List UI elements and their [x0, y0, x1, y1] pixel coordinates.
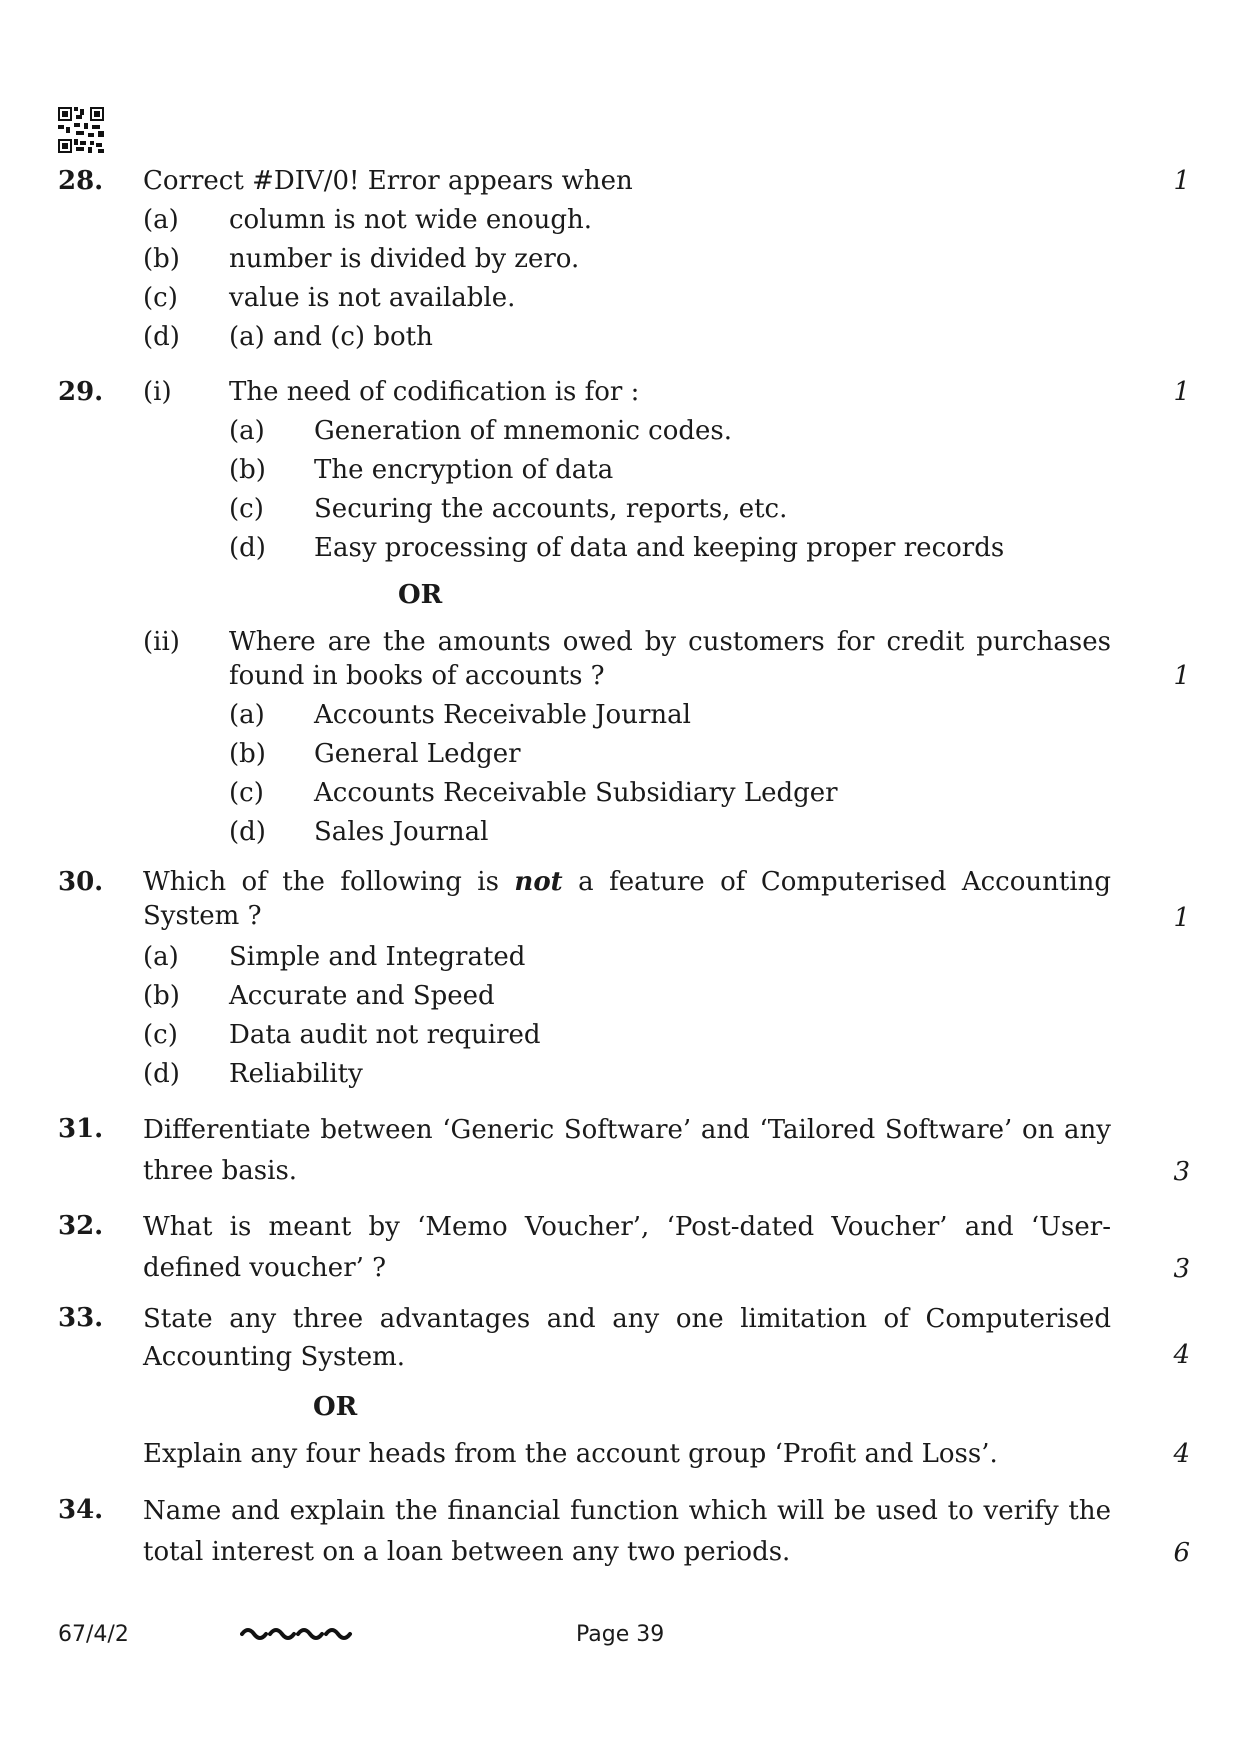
q32-text: What is meant by ‘Memo Voucher’, ‘Post-dated Voucher’ and ‘User-defined voucher’ ? — [143, 1212, 1111, 1283]
q29-part1-marks: 1 — [1173, 377, 1190, 407]
q33-alt-marks: 4 — [1173, 1439, 1190, 1469]
q32-number: 32. — [58, 1211, 104, 1241]
q30-option-b: Accurate and Speed — [229, 981, 495, 1011]
q29-part1-option-b-label: (b) — [229, 455, 266, 485]
q30-option-a-label: (a) — [143, 942, 179, 972]
q28-option-d-label: (d) — [143, 322, 180, 352]
q29-part2-option-c: Accounts Receivable Subsidiary Ledger — [314, 778, 838, 808]
q34-text: Name and explain the financial function which will be used to verify the total interest on a loan between any two periods. — [143, 1496, 1111, 1567]
q30-option-c: Data audit not required — [229, 1020, 541, 1050]
q29-part2-option-b: General Ledger — [314, 739, 521, 769]
q28-option-b: number is divided by zero. — [229, 244, 580, 274]
q30-option-c-label: (c) — [143, 1020, 178, 1050]
q29-part1-option-c-label: (c) — [229, 494, 264, 524]
q28-option-a-label: (a) — [143, 205, 179, 235]
q33-text: State any three advantages and any one limitation of Computerised Accounting System. — [143, 1304, 1111, 1372]
q29-part1-label: (i) — [143, 377, 172, 407]
q29-part2-option-d-label: (d) — [229, 817, 266, 847]
q29-part1-option-d-label: (d) — [229, 533, 266, 563]
q29-part2-marks: 1 — [1173, 661, 1190, 691]
q29-number: 29. — [58, 377, 104, 407]
q30-option-d: Reliability — [229, 1059, 363, 1089]
q31-number: 31. — [58, 1114, 104, 1144]
q28-option-c: value is not available. — [229, 283, 516, 313]
q29-part2-option-b-label: (b) — [229, 739, 266, 769]
q30-number: 30. — [58, 867, 104, 897]
q29-part2-text: Where are the amounts owed by customers for credit purchases found in books of accounts ? — [229, 627, 1111, 691]
q28-text: Correct #DIV/0! Error appears when — [143, 166, 633, 196]
q29-part1-option-c: Securing the accounts, reports, etc. — [314, 494, 788, 524]
qr-code-icon — [58, 107, 104, 153]
q33-alt-text: Explain any four heads from the account group ‘Profit and Loss’. — [143, 1439, 998, 1469]
q31-text: Differentiate between ‘Generic Software’ and ‘Tailored Software’ on any three basis. — [143, 1115, 1111, 1186]
q29-part1-option-d: Easy processing of data and keeping proper records — [314, 533, 1005, 563]
q29-part2-option-d: Sales Journal — [314, 817, 489, 847]
q31-marks: 3 — [1173, 1157, 1190, 1187]
q29-part2-label: (ii) — [143, 627, 180, 657]
q33-number: 33. — [58, 1303, 104, 1333]
paper-code: 67/4/2 — [58, 1622, 129, 1647]
q29-part1-option-a: Generation of mnemonic codes. — [314, 416, 733, 446]
wave-ornament-icon — [240, 1620, 356, 1644]
q30-option-d-label: (d) — [143, 1059, 180, 1089]
q29-part1-text: The need of codification is for : — [229, 377, 640, 407]
q28-number: 28. — [58, 166, 104, 196]
q30-text-before: Which of the following is — [143, 867, 499, 897]
q29-or-separator: OR — [398, 580, 443, 610]
q34-number: 34. — [58, 1495, 104, 1525]
q33-or-separator: OR — [313, 1392, 358, 1422]
q32-marks: 3 — [1173, 1254, 1190, 1284]
q30-option-b-label: (b) — [143, 981, 180, 1011]
q29-part2-option-a: Accounts Receivable Journal — [314, 700, 691, 730]
q29-part2-option-c-label: (c) — [229, 778, 264, 808]
q28-marks: 1 — [1173, 166, 1190, 196]
q30-text — [143, 865, 1111, 933]
q30-text-after: a feature of Computerised Accounting System ? — [143, 867, 1112, 931]
q30-text-emphasis: not — [514, 867, 563, 897]
q28-option-d: (a) and (c) both — [229, 322, 433, 352]
q34-marks: 6 — [1173, 1538, 1190, 1568]
page-number: Page 39 — [576, 1622, 665, 1647]
q29-part2-option-a-label: (a) — [229, 700, 265, 730]
q30-marks: 1 — [1173, 903, 1190, 933]
q30-option-a: Simple and Integrated — [229, 942, 526, 972]
q28-option-c-label: (c) — [143, 283, 178, 313]
q28-option-a: column is not wide enough. — [229, 205, 593, 235]
q33-marks: 4 — [1173, 1340, 1190, 1370]
q29-part1-option-a-label: (a) — [229, 416, 265, 446]
q29-part1-option-b: The encryption of data — [314, 455, 614, 485]
q28-option-b-label: (b) — [143, 244, 180, 274]
